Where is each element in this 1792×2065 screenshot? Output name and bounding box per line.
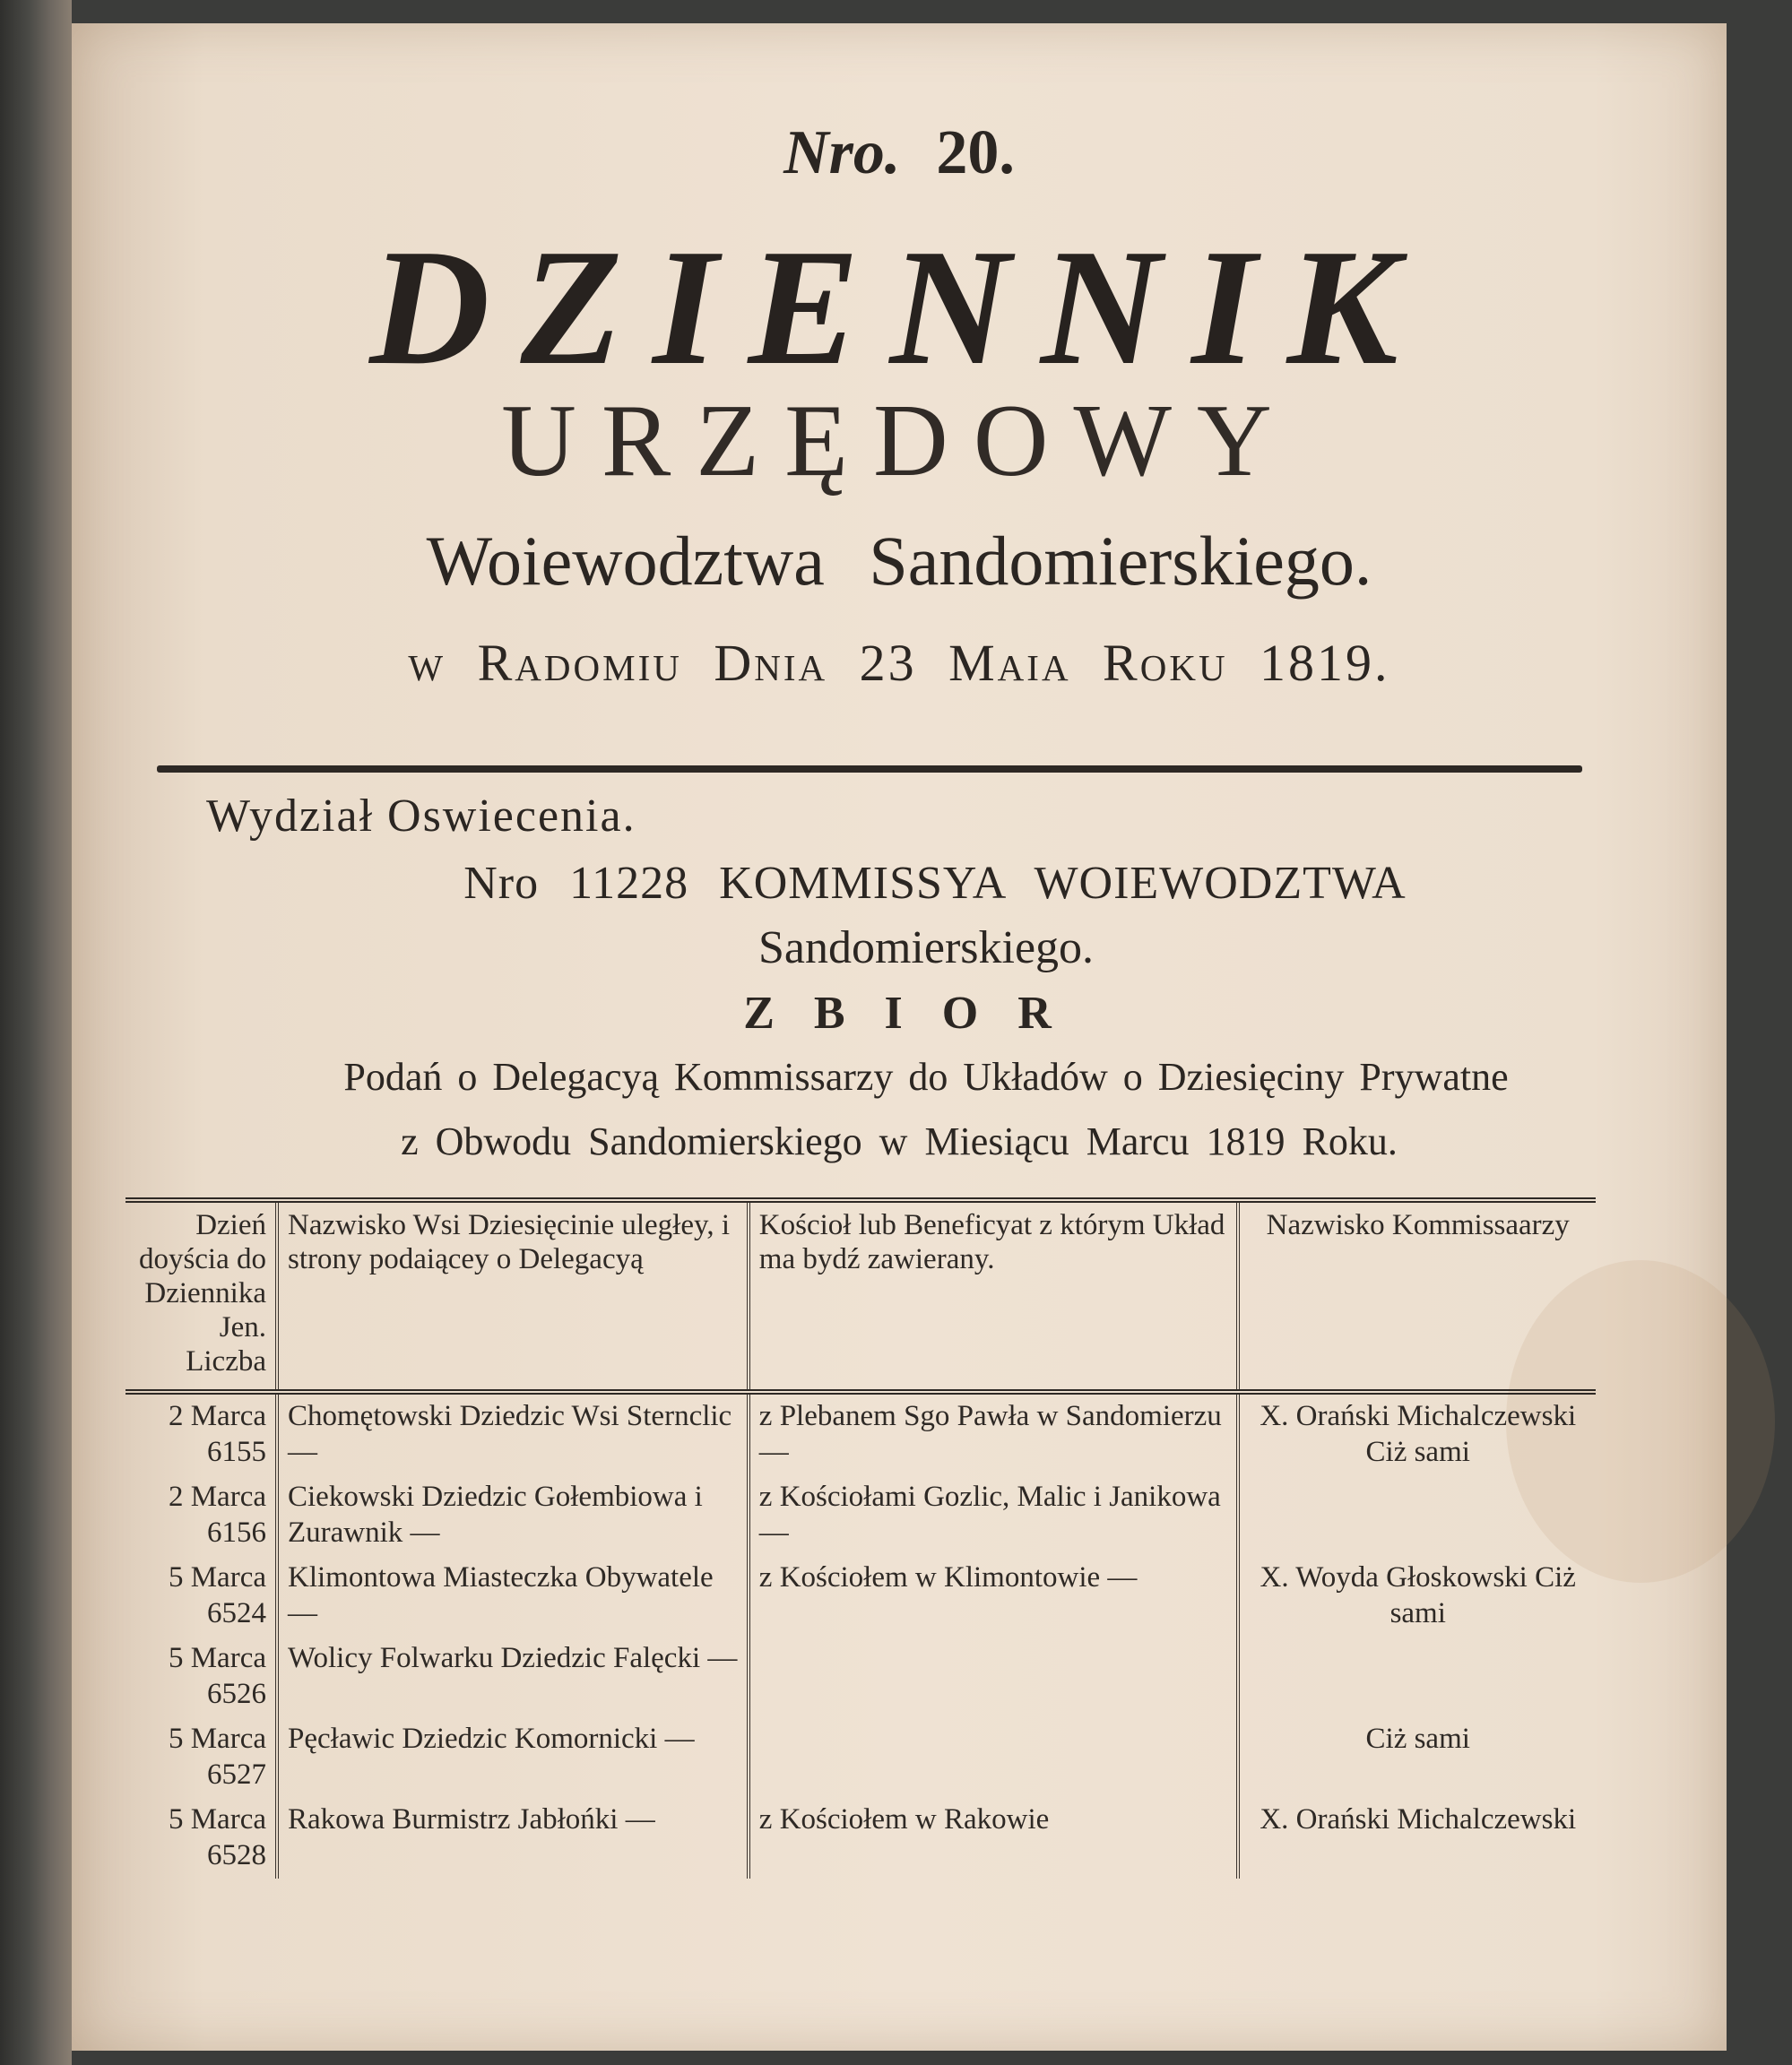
entry-date: 5 Marca — [168, 1642, 266, 1674]
entry-date: 2 Marca — [168, 1400, 266, 1432]
intro-line-1: Podań o Delegacyą Kommissarzy do Układów o Dziesięciny Prywatne — [343, 1055, 1509, 1099]
village-cell: Rakowa Burmistrz Jabłońki — — [277, 1798, 749, 1879]
entry-number: 6528 — [207, 1839, 266, 1871]
table-row — [126, 1798, 1596, 1879]
date-number-cell — [126, 1637, 277, 1717]
masthead-rule — [157, 765, 1582, 773]
commission-subheading: Sandomierskiego. — [757, 922, 1095, 973]
entry-date: 5 Marca — [168, 1803, 266, 1836]
issue-value: 20. — [936, 118, 1015, 187]
entry-number: 6156 — [207, 1516, 266, 1549]
book-binding — [0, 0, 72, 2065]
newspaper-subtitle: URZĘDOWY — [501, 384, 1297, 498]
entry-number: 6527 — [207, 1758, 266, 1791]
header-date-number: Dzień doyścia do Dziennika Jen. Liczba — [126, 1200, 277, 1392]
intro-line-2: z Obwodu Sandomierskiego w Miesiącu Marcu 1819 Roku. — [401, 1119, 1398, 1163]
issue-prefix: Nro. — [783, 118, 901, 187]
village-cell: Pęcławic Dziedzic Komornicki — — [277, 1717, 749, 1798]
table-header-row — [126, 1200, 1596, 1392]
table-row — [126, 1717, 1596, 1798]
zbior-heading: ZBIOR — [743, 988, 1091, 1039]
entry-number: 6524 — [207, 1597, 266, 1629]
header-parish: Kościoł lub Beneficyat z którym Układ ma bydź zawierany. — [749, 1200, 1239, 1392]
entry-date: 5 Marca — [168, 1723, 266, 1755]
header-village: Nazwisko Wsi Dziesięcinie uległey, i strony podaiącey o Delegacyą — [277, 1200, 749, 1392]
date-number-cell — [126, 1717, 277, 1798]
table-row — [126, 1637, 1596, 1717]
commission-heading: Nro 11228 KOMMISSYA WOIEWODZTWA — [463, 858, 1407, 909]
village-cell: Chomętowski Dziedzic Wsi Sternclic — — [277, 1392, 749, 1475]
newspaper-page — [72, 23, 1727, 2051]
commissioners-cell: X. Woyda Głoskowski Ciż sami — [1238, 1556, 1596, 1637]
date-number-cell — [126, 1475, 277, 1556]
date-number-cell — [126, 1392, 277, 1475]
parish-cell: z Kościołem w Rakowie — [749, 1798, 1239, 1879]
commissioners-cell: X. Orański Michalczewski Ciż sami — [1238, 1392, 1596, 1475]
date-number-cell — [126, 1798, 277, 1879]
table-row — [126, 1556, 1596, 1637]
commissioners-cell: X. Orański Michalczewski — [1238, 1798, 1596, 1879]
village-cell: Wolicy Folwarku Dziedzic Falęcki — — [277, 1637, 749, 1717]
records-table — [126, 1197, 1596, 1879]
commissioners-cell — [1238, 1637, 1596, 1717]
commissioners-cell — [1238, 1475, 1596, 1556]
date-number-cell — [126, 1556, 277, 1637]
parish-cell: z Kościołem w Klimontowie — — [749, 1556, 1239, 1637]
region-line: Woiewodztwa Sandomierskiego. — [426, 522, 1372, 600]
parish-cell: z Kościołami Gozlic, Malic i Janikowa — — [749, 1475, 1239, 1556]
parish-cell — [749, 1717, 1239, 1798]
table-row — [126, 1475, 1596, 1556]
parish-cell — [749, 1637, 1239, 1717]
village-cell: Klimontowa Miasteczka Obywatele — — [277, 1556, 749, 1637]
village-cell: Ciekowski Dziedzic Gołembiowa i Zurawnik — — [277, 1475, 749, 1556]
table-row — [126, 1392, 1596, 1475]
parish-cell: z Plebanem Sgo Pawła w Sandomierzu — — [749, 1392, 1239, 1475]
entry-number: 6526 — [207, 1678, 266, 1710]
header-commissioners: Nazwisko Kommissaarzy — [1238, 1200, 1596, 1392]
issue-number — [72, 117, 1727, 189]
scan-background — [1727, 23, 1792, 2065]
entry-date: 5 Marca — [168, 1561, 266, 1594]
commissioners-cell: Ciż sami — [1238, 1717, 1596, 1798]
entry-date: 2 Marca — [168, 1481, 266, 1513]
entry-number: 6155 — [207, 1436, 266, 1468]
department-heading: Wydział Oswiecenia. — [206, 791, 636, 842]
dateline: w Radomiu Dnia 23 Maia Roku 1819. — [408, 634, 1390, 692]
newspaper-title: DZIENNIK — [369, 215, 1429, 400]
